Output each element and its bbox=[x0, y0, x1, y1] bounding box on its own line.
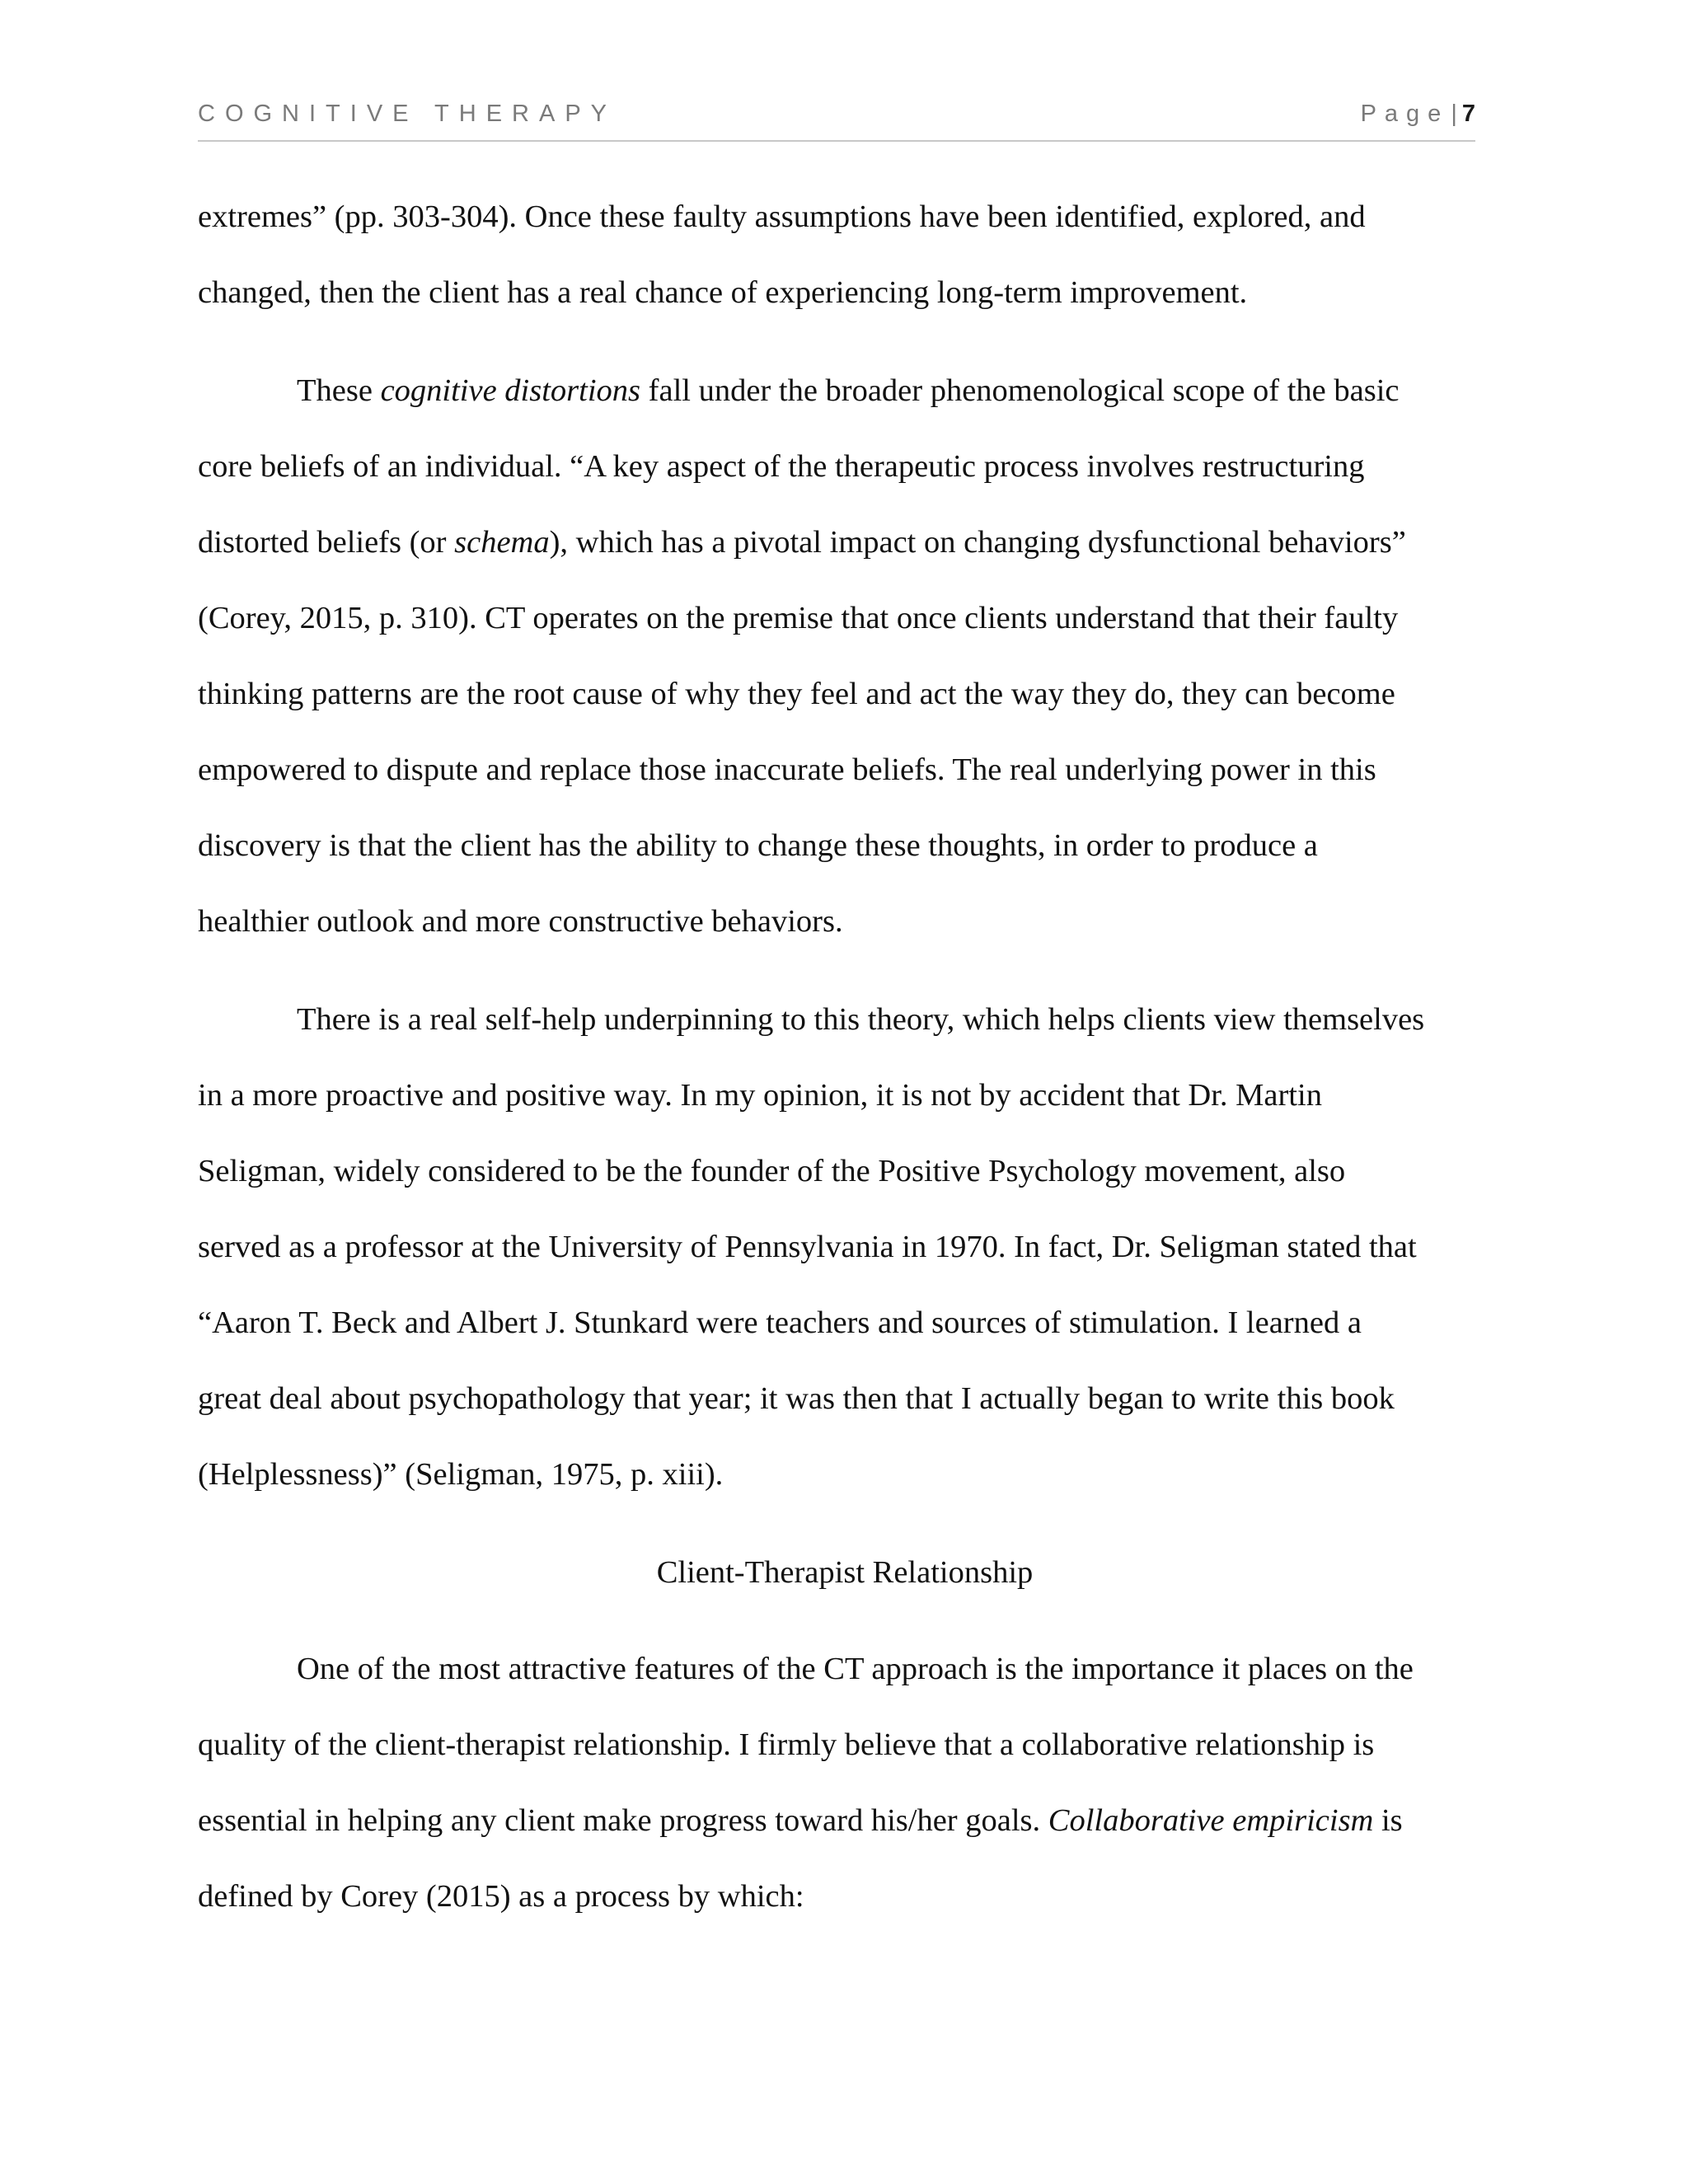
text-line: “Aaron T. Beck and Albert J. Stunkard were teachers and sources of stimulation. I learned a bbox=[198, 1305, 1362, 1340]
text-line: extremes” (pp. 303-304). Once these faulty assumptions have been identified, explored, and bbox=[198, 199, 1366, 234]
text-run: These bbox=[297, 373, 381, 408]
page-label: Page bbox=[1360, 101, 1450, 127]
text-run: essential in helping any client make progress toward his/her goals. bbox=[198, 1803, 1048, 1838]
text-line: great deal about psychopathology that year; it was then that I actually began to write this book bbox=[198, 1381, 1395, 1416]
section-heading: Client-Therapist Relationship bbox=[656, 1555, 1034, 1590]
text-line: changed, then the client has a real chance of experiencing long-term improvement. bbox=[198, 275, 1248, 310]
text-line: served as a professor at the University of Pennsylvania in 1970. In fact, Dr. Seligman stated that bbox=[198, 1230, 1417, 1264]
page-separator: | bbox=[1451, 101, 1457, 127]
text-line: in a more proactive and positive way. In my opinion, it is not by accident that Dr. Martin bbox=[198, 1078, 1322, 1113]
text-line: discovery is that the client has the ability to change these thoughts, in order to produce a bbox=[198, 828, 1318, 863]
text-line bbox=[198, 365, 1492, 441]
italic-term: Collaborative empiricism bbox=[1048, 1803, 1374, 1838]
text-line: (Helplessness)” (Seligman, 1975, p. xiii). bbox=[198, 1457, 724, 1492]
text-line: healthier outlook and more constructive behaviors. bbox=[198, 904, 843, 939]
running-head-title: COGNITIVE THERAPY bbox=[198, 101, 617, 127]
italic-term: cognitive distortions bbox=[380, 373, 641, 408]
text-run: is bbox=[1373, 1803, 1403, 1838]
text-line: core beliefs of an individual. “A key aspect of the therapeutic process involves restructuring bbox=[198, 449, 1365, 484]
text-line: (Corey, 2015, p. 310). CT operates on the premise that once clients understand that their faulty bbox=[198, 601, 1399, 635]
text-line: empowered to dispute and replace those inaccurate beliefs. The real underlying power in this bbox=[198, 752, 1376, 787]
text-line: Seligman, widely considered to be the founder of the Positive Psychology movement, also bbox=[198, 1154, 1346, 1188]
italic-term: schema bbox=[454, 525, 550, 560]
text-line bbox=[198, 517, 1492, 593]
body-text bbox=[198, 191, 1492, 1947]
page-number: 7 bbox=[1461, 101, 1475, 127]
page-header bbox=[198, 97, 1475, 142]
text-line bbox=[198, 1795, 1492, 1871]
text-line: There is a real self-help underpinning to this theory, which helps clients view themselves bbox=[297, 1002, 1425, 1037]
text-run: distorted beliefs (or bbox=[198, 525, 455, 560]
text-line: quality of the client-therapist relationship. I firmly believe that a collaborative relationship is bbox=[198, 1727, 1375, 1762]
text-line: thinking patterns are the root cause of why they feel and act the way they do, they can become bbox=[198, 677, 1395, 711]
text-line: defined by Corey (2015) as a process by which: bbox=[198, 1879, 804, 1914]
text-run: ), which has a pivotal impact on changing dysfunctional behaviors” bbox=[549, 525, 1406, 560]
text-run: fall under the broader phenomenological scope of the basic bbox=[640, 373, 1400, 408]
text-line: One of the most attractive features of the CT approach is the importance it places on the bbox=[297, 1652, 1414, 1686]
page-number-block bbox=[1361, 101, 1475, 128]
